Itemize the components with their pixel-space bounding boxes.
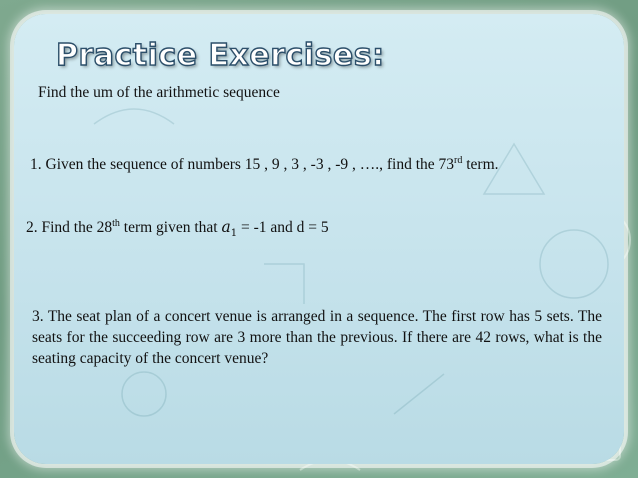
- content-panel: [14, 14, 624, 464]
- question-2: [26, 217, 329, 238]
- variable-a: a: [221, 218, 231, 236]
- variable-subscript: 1: [230, 228, 238, 240]
- question-2-middle: term given that: [119, 219, 222, 236]
- question-2-text: 2. Find the 28: [26, 219, 113, 236]
- intro-text: Find the um of the arithmetic sequence: [38, 84, 280, 101]
- question-2-ordinal: th: [112, 217, 120, 229]
- question-1-ordinal: rd: [454, 154, 463, 166]
- question-1-end: term.: [462, 156, 499, 173]
- page-title: Practice Exercises:: [56, 38, 385, 73]
- question-1-text: 1. Given the sequence of numbers 15 , 9 , 3 , -3 , -9 , …., find the 73: [30, 156, 455, 173]
- variable-a1: [221, 218, 238, 240]
- question-1: [30, 154, 499, 175]
- question-2-end: = -1 and d = 5: [237, 219, 329, 236]
- question-3: 3. The seat plan of a concert venue is arranged in a sequence. The first row has 5 sets. The seats for the succeeding row are 3 more than the previous. If there are 42 rows, what is the seating capacity of the concert venue?: [32, 308, 602, 367]
